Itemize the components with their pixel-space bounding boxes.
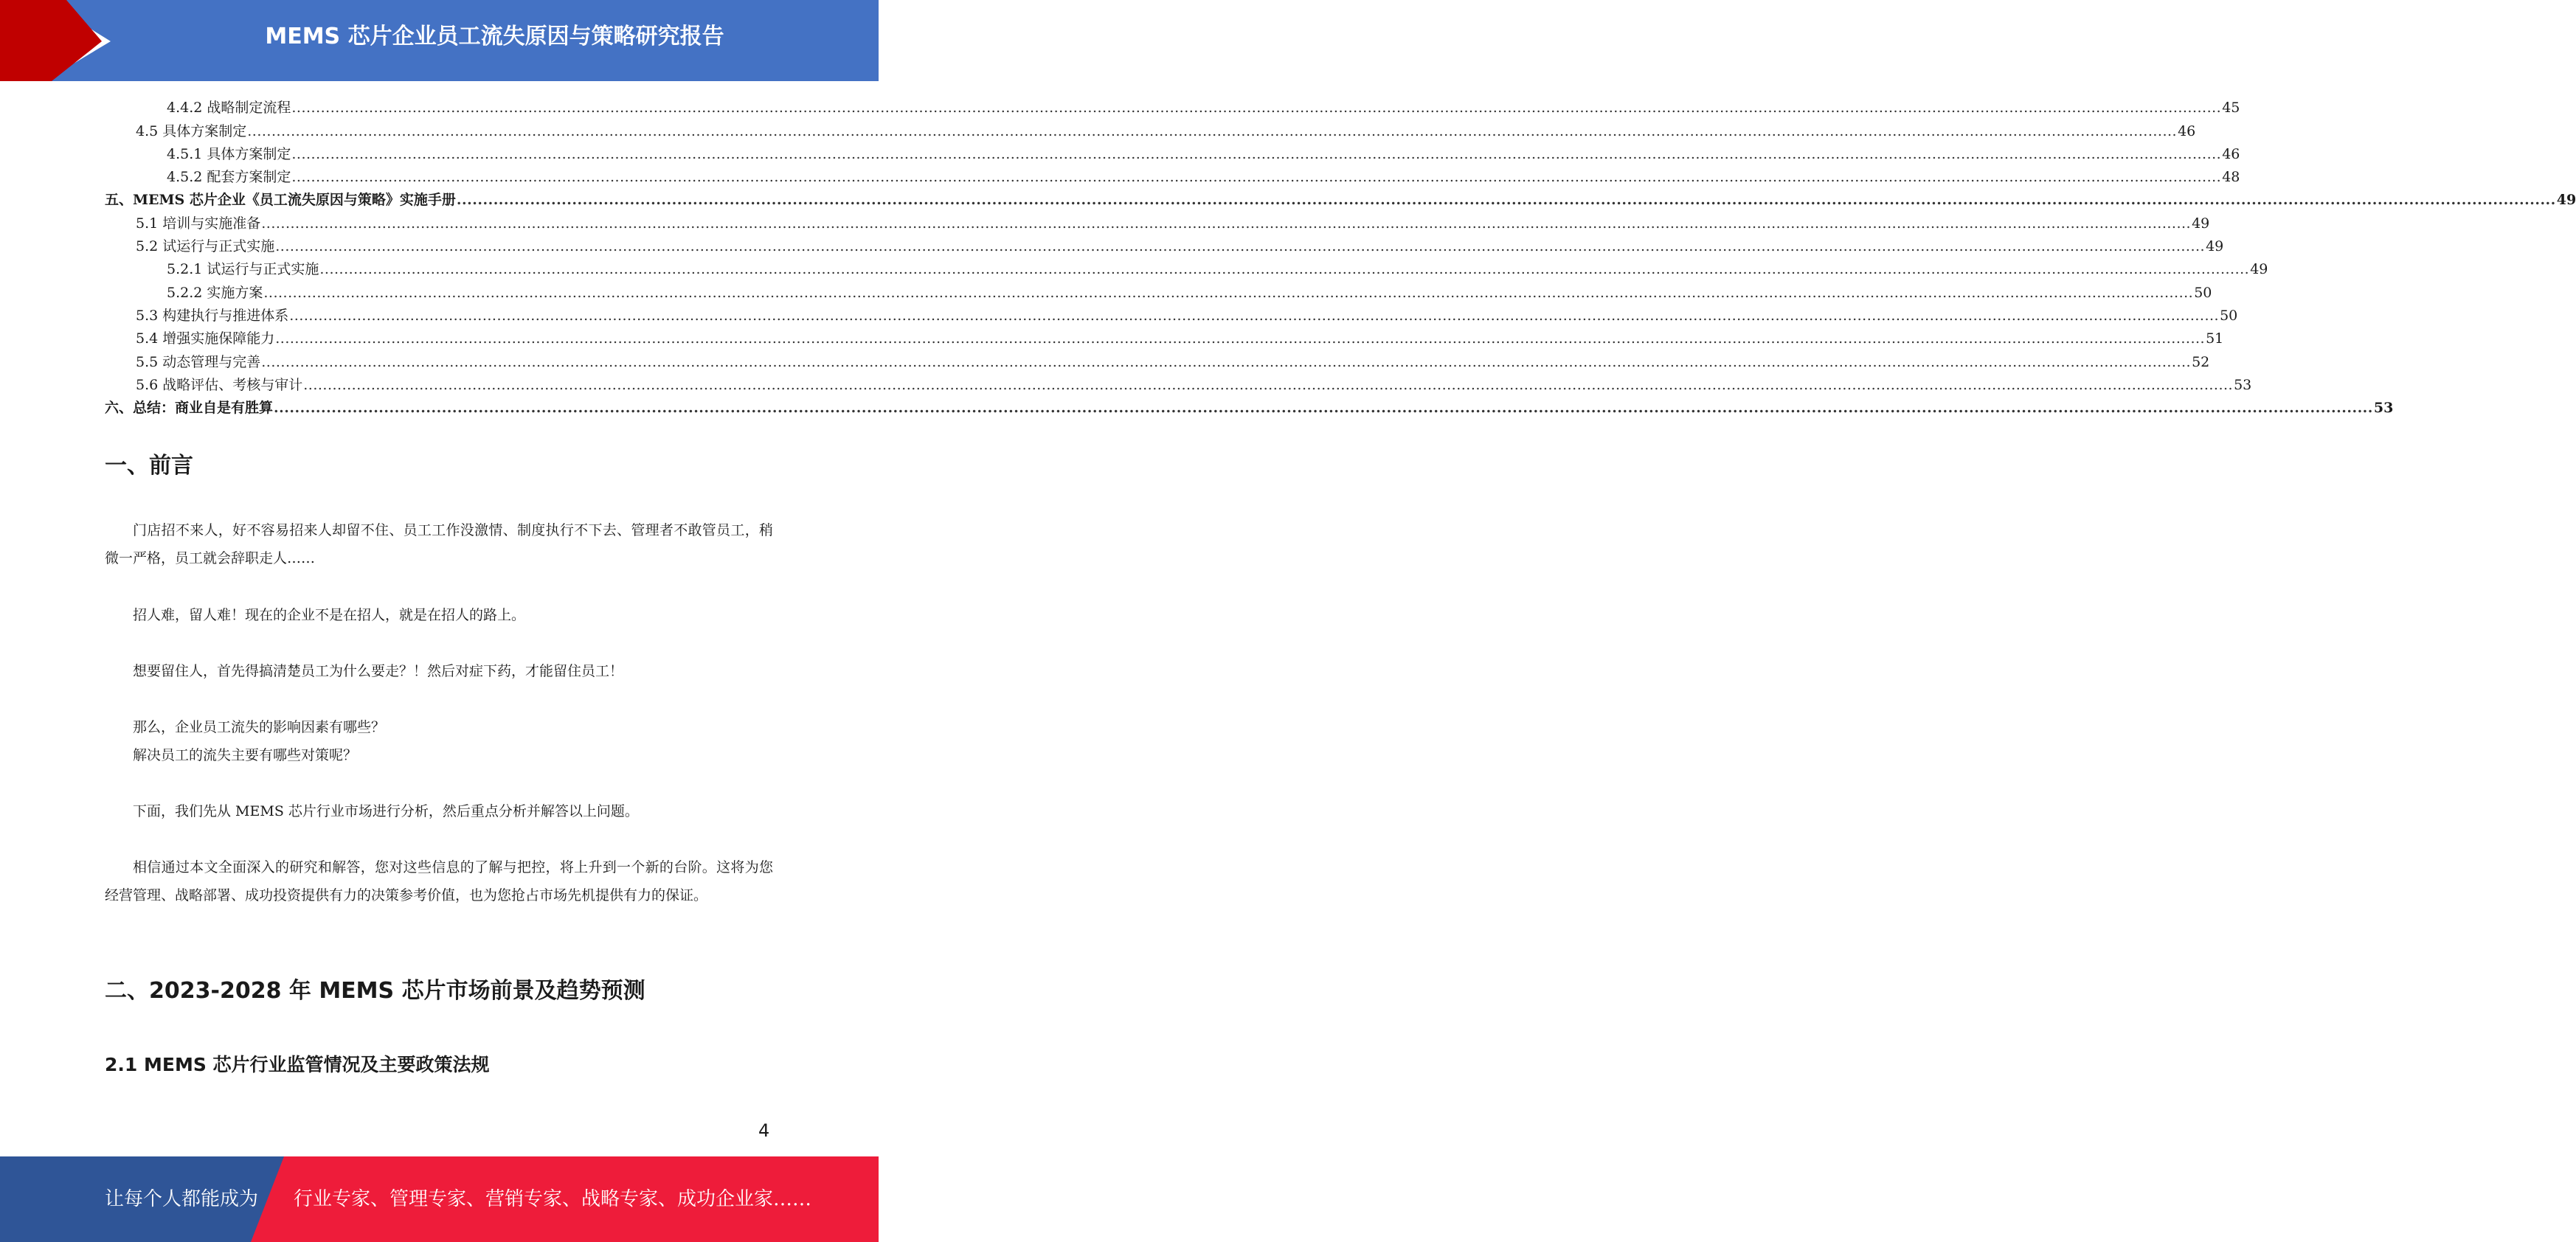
toc-leader-dots: ................................................................................................................................................................................................................................................................................................................................................................................................................ (247, 122, 2178, 139)
paragraph: 门店招不来人，好不容易招来人却留不住、员工工作没激情、制度执行不下去、管理者不敢管员工，稍微一严格，员工就会辞职走人…… (105, 522, 773, 566)
toc-leader-dots: ................................................................................................................................................................................................................................................................................................................................................................................................................ (291, 145, 2222, 162)
toc-leader-dots: ................................................................................................................................................................................................................................................................................................................................................................................................................ (319, 261, 2250, 278)
toc-entry[interactable] (105, 279, 2212, 302)
toc-entry-title: 5.2 试运行与正式实施 (136, 238, 275, 255)
paragraph: 招人难，留人难！现在的企业不是在招人，就是在招人的路上。 (133, 607, 526, 623)
toc-entry-title: 六、总结：商业自是有胜算 (105, 400, 274, 417)
toc-entry-title: 五、MEMS 芯片企业《员工流失原因与策略》实施手册 (105, 192, 456, 209)
toc-entry-page: 53 (2234, 376, 2252, 393)
toc-entry-title: 5.3 构建执行与推进体系 (136, 307, 289, 324)
paragraph: 相信通过本文全面深入的研究和解答，您对这些信息的了解与把控，将上升到一个新的台阶。这将为您经营管理、战略部署、成功投资提供有力的决策参考价值，也为您抢占市场先机提供有力的保证。 (105, 859, 773, 903)
toc-entry-title: 5.5 动态管理与完善 (136, 353, 261, 370)
toc-entry-title: 5.2.2 实施方案 (167, 284, 263, 301)
toc-leader-dots: ................................................................................................................................................................................................................................................................................................................................................................................................................ (263, 284, 2194, 301)
page-footer (0, 1156, 879, 1242)
toc-leader-dots: ................................................................................................................................................................................................................................................................................................................................................................................................................ (303, 376, 2234, 393)
toc-leader-dots: ................................................................................................................................................................................................................................................................................................................................................................................................................ (289, 307, 2220, 324)
toc-entry-page: 49 (2556, 192, 2576, 209)
toc-leader-dots: ................................................................................................................................................................................................................................................................................................................................................................................................................ (291, 100, 2222, 117)
toc-entry[interactable] (105, 187, 2576, 209)
toc-leader-dots: ................................................................................................................................................................................................................................................................................................................................................................................................................ (456, 192, 2556, 209)
toc-leader-dots: ................................................................................................................................................................................................................................................................................................................................................................................................................ (275, 238, 2206, 255)
toc-entry-page: 50 (2220, 307, 2238, 324)
page-number: 4 (758, 1120, 770, 1141)
toc-entry-title: 4.4.2 战略制定流程 (167, 100, 291, 117)
toc-entry[interactable] (105, 372, 2252, 395)
toc-entry[interactable] (105, 209, 2210, 232)
toc-entry[interactable] (105, 117, 2196, 140)
toc-entry-title: 4.5.2 配套方案制定 (167, 169, 291, 186)
table-of-contents (105, 94, 2576, 417)
toc-entry[interactable] (105, 141, 2240, 164)
toc-entry-page: 49 (2250, 261, 2268, 278)
paragraph: 解决员工的流失主要有哪些对策呢？ (133, 747, 358, 763)
toc-entry[interactable] (105, 164, 2240, 187)
toc-entry[interactable] (105, 94, 2240, 117)
toc-leader-dots: ................................................................................................................................................................................................................................................................................................................................................................................................................ (274, 400, 2373, 417)
toc-leader-dots: ................................................................................................................................................................................................................................................................................................................................................................................................................ (261, 353, 2192, 370)
toc-entry[interactable] (105, 325, 2224, 348)
paragraph: 下面，我们先从 MEMS 芯片行业市场进行分析，然后重点分析并解答以上问题。 (133, 803, 639, 819)
paragraph: 想要留住人，首先得搞清楚员工为什么要走？！然后对症下药，才能留住员工！ (133, 663, 624, 679)
toc-entry[interactable] (105, 302, 2238, 325)
toc-entry-page: 50 (2194, 284, 2212, 301)
footer-slogan-left: 让每个人都能成为 (105, 1188, 259, 1210)
paragraph: 那么，企业员工流失的影响因素有哪些？ (133, 719, 386, 735)
toc-entry-page: 45 (2222, 100, 2240, 117)
toc-entry-title: 4.5 具体方案制定 (136, 122, 247, 139)
section-heading-market: 二、2023-2028 年 MEMS 芯片市场前景及趋势预测 (105, 978, 645, 1004)
toc-entry-page: 46 (2178, 122, 2196, 139)
toc-entry[interactable] (105, 256, 2268, 279)
toc-entry-title: 5.1 培训与实施准备 (136, 215, 261, 232)
toc-entry-title: 4.5.1 具体方案制定 (167, 145, 291, 162)
toc-entry-page: 53 (2373, 400, 2394, 417)
toc-entry[interactable] (105, 348, 2210, 371)
toc-entry[interactable] (105, 233, 2224, 256)
toc-entry-page: 51 (2206, 330, 2224, 347)
toc-entry-page: 49 (2192, 215, 2210, 232)
toc-entry-page: 46 (2222, 145, 2240, 162)
toc-entry-title: 5.6 战略评估、考核与审计 (136, 376, 303, 393)
toc-leader-dots: ................................................................................................................................................................................................................................................................................................................................................................................................................ (261, 215, 2192, 232)
toc-entry[interactable] (105, 395, 2394, 417)
subsection-heading-regulation: 2.1 MEMS 芯片行业监管情况及主要政策法规 (105, 1054, 490, 1075)
toc-leader-dots: ................................................................................................................................................................................................................................................................................................................................................................................................................ (291, 169, 2222, 186)
toc-entry-page: 48 (2222, 169, 2240, 186)
toc-entry-title: 5.4 增强实施保障能力 (136, 330, 275, 347)
footer-slogan-right: 行业专家、管理专家、营销专家、战略专家、成功企业家…… (294, 1188, 812, 1210)
toc-entry-page: 49 (2206, 238, 2224, 255)
page-header (0, 0, 879, 81)
toc-entry-page: 52 (2192, 353, 2210, 370)
toc-entry-title: 5.2.1 试运行与正式实施 (167, 261, 319, 278)
section-heading-preface: 一、前言 (105, 453, 193, 479)
report-title: MEMS 芯片企业员工流失原因与策略研究报告 (265, 24, 724, 49)
toc-leader-dots: ................................................................................................................................................................................................................................................................................................................................................................................................................ (275, 330, 2206, 347)
